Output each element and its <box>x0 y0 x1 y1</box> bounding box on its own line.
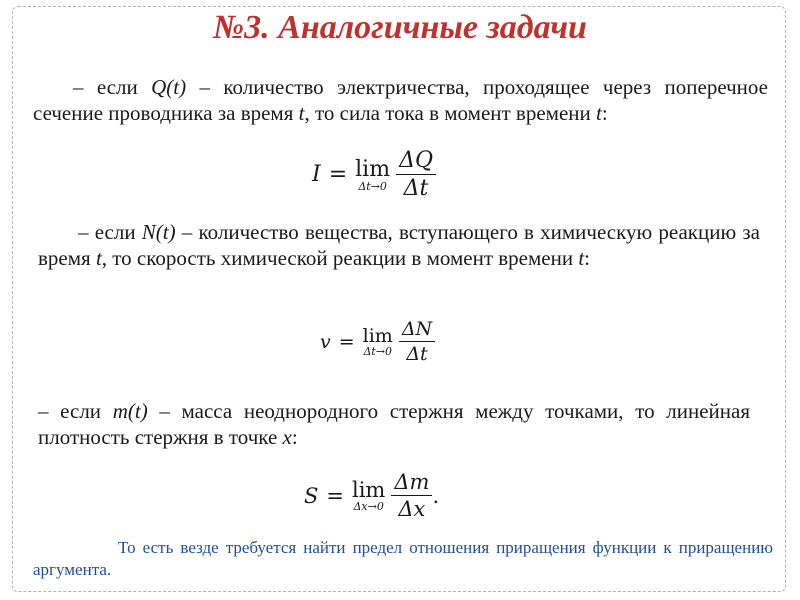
summary-note: То есть везде требуется найти предел отношения приращения функции к приращению аргумента. <box>33 538 773 579</box>
paragraph-current: – если Q(t) – количество электричества, проходящее через поперечное сечение проводника за время t, то сила тока в момент времени t: <box>33 75 768 125</box>
slide-title: №3. Аналогичные задачи <box>213 9 587 46</box>
formula-current: I = lim Δt→0 $\frac{\Delta Q}{\Delta t}$ <box>312 148 436 201</box>
formula-density: S = lim Δx→0 $\frac{\Delta m}{\Delta x}$ . <box>304 470 440 521</box>
function-n: N(t) <box>141 220 176 244</box>
paragraph-density: – если m(t) – масса неоднородного стержня между точками, то линейная плотность стержня в точке x: <box>38 399 750 449</box>
paragraph-reaction: – если N(t) – количество вещества, вступающего в химическую реакцию за время t, то скорость химической реакции в момент времени t: <box>38 220 760 270</box>
function-q: Q(t) <box>151 75 187 99</box>
formula-reaction: v = lim Δt→0 $\frac{\Delta N}{\Delta t}$ <box>320 318 435 365</box>
function-m: m(t) <box>112 399 148 423</box>
